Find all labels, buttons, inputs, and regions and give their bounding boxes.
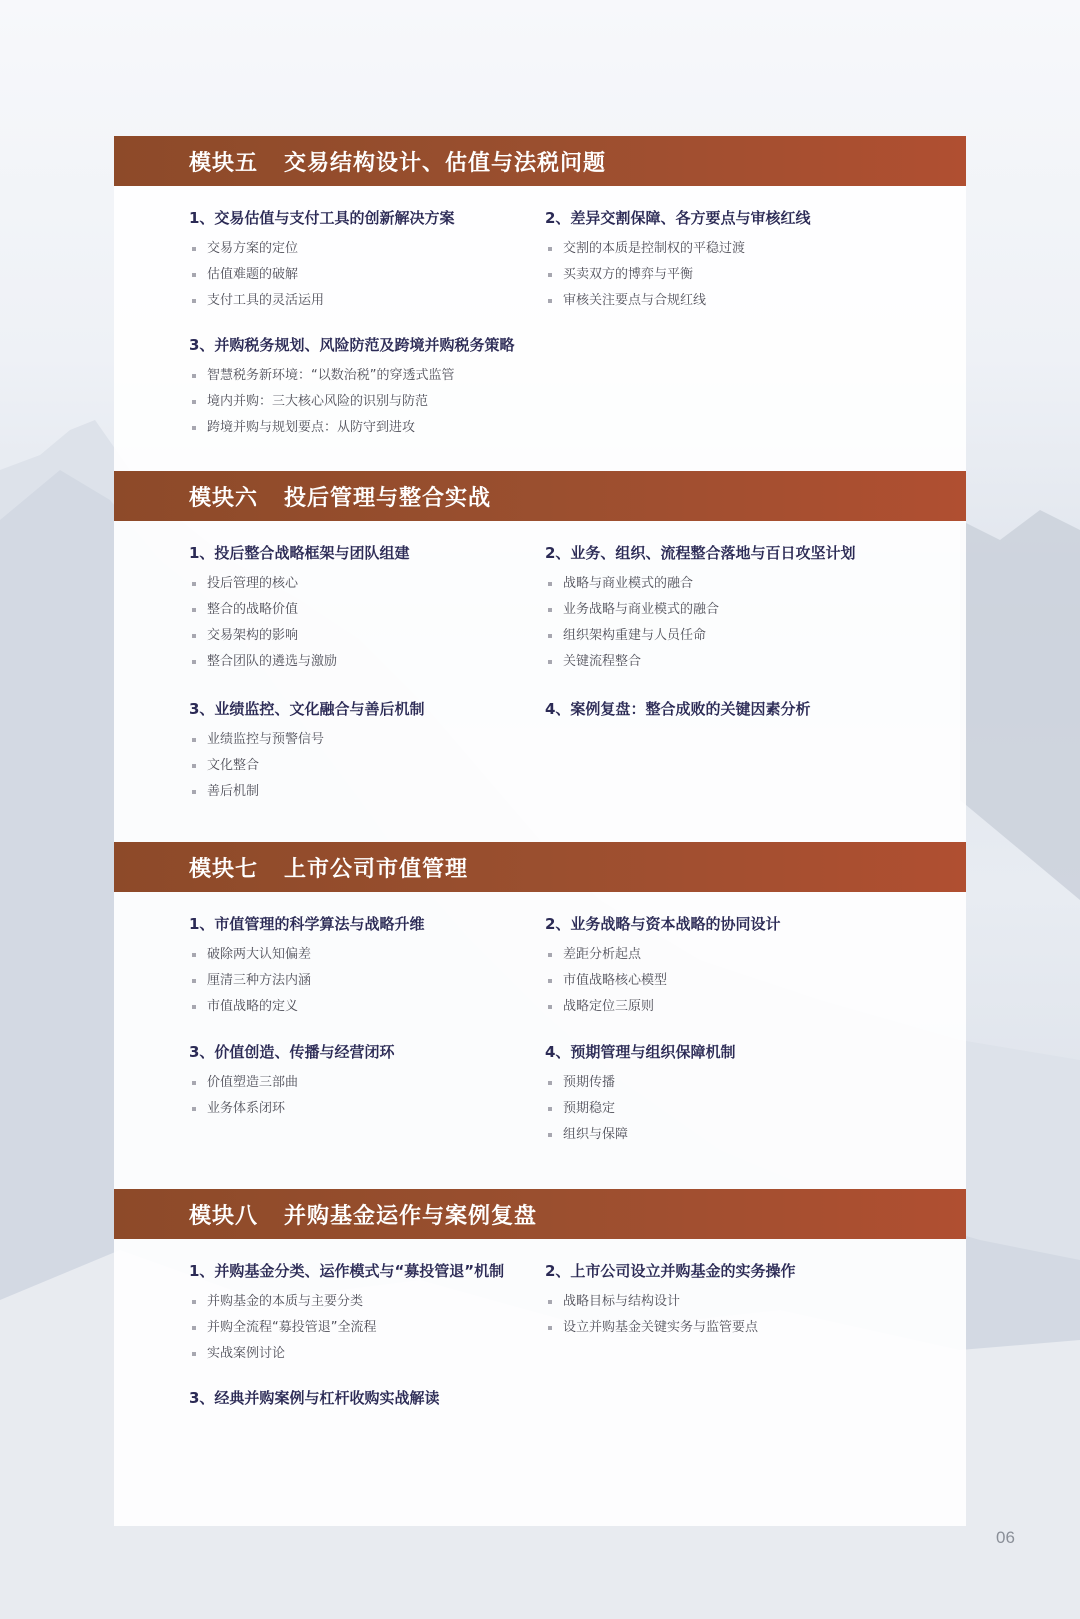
module-title: 模块七 上市公司市值管理 (189, 856, 468, 882)
bullet-icon (548, 953, 552, 957)
bullet-icon (192, 400, 196, 404)
section-2 (545, 208, 890, 314)
bullet-icon (192, 764, 196, 768)
list-item: 市值战略核心模型 (545, 968, 890, 994)
section-4 (545, 1042, 890, 1148)
bullet-icon (548, 1081, 552, 1085)
module-header (114, 842, 966, 892)
bullet-icon (548, 608, 552, 612)
module-title: 模块五 交易结构设计、估值与法税问题 (189, 150, 606, 176)
bullet-icon (192, 1326, 196, 1330)
list-item: 组织与保障 (545, 1122, 890, 1148)
bullet-icon (548, 979, 552, 983)
list-item: 设立并购基金关键实务与监管要点 (545, 1315, 890, 1341)
list-item: 组织架构重建与人员任命 (545, 623, 890, 649)
list-item: 战略与商业模式的融合 (545, 571, 890, 597)
section-title: 3、价值创造、传播与经营闭环 (189, 1043, 395, 1061)
list-item: 买卖双方的博弈与平衡 (545, 262, 890, 288)
bullet-icon (192, 582, 196, 586)
section-3 (189, 1388, 534, 1408)
module-header (114, 136, 966, 186)
bullet-icon (192, 1352, 196, 1356)
list-item: 破除两大认知偏差 (189, 942, 534, 968)
list-item: 业绩监控与预警信号 (189, 727, 534, 753)
section-title: 2、上市公司设立并购基金的实务操作 (545, 1262, 796, 1280)
section-title: 2、业务、组织、流程整合落地与百日攻坚计划 (545, 544, 856, 562)
list-item: 境内并购：三大核心风险的识别与防范 (189, 389, 589, 415)
module-6 (114, 471, 966, 841)
section-2 (545, 543, 890, 675)
section-title: 1、投后整合战略框架与团队组建 (189, 544, 410, 562)
page-number: 06 (996, 1528, 1015, 1547)
bullet-icon (192, 1081, 196, 1085)
list-item: 关键流程整合 (545, 649, 890, 675)
list-item: 交割的本质是控制权的平稳过渡 (545, 236, 890, 262)
module-5 (114, 136, 966, 476)
bullet-icon (192, 634, 196, 638)
list-item: 智慧税务新环境：“以数治税”的穿透式监管 (189, 363, 589, 389)
list-item: 支付工具的灵活运用 (189, 288, 534, 314)
bullet-icon (548, 1300, 552, 1304)
bullet-icon (192, 247, 196, 251)
bullet-icon (192, 1300, 196, 1304)
section-title: 1、市值管理的科学算法与战略升维 (189, 915, 425, 933)
module-header (114, 1189, 966, 1239)
bullet-icon (548, 582, 552, 586)
section-3 (189, 335, 589, 441)
list-item: 文化整合 (189, 753, 534, 779)
list-item: 战略目标与结构设计 (545, 1289, 890, 1315)
module-header (114, 471, 966, 521)
bullet-icon (192, 953, 196, 957)
bullet-icon (192, 1005, 196, 1009)
list-item: 善后机制 (189, 779, 534, 805)
bullet-icon (548, 1326, 552, 1330)
bullet-icon (192, 608, 196, 612)
list-item: 整合的战略价值 (189, 597, 534, 623)
list-item: 审核关注要点与合规红线 (545, 288, 890, 314)
list-item: 实战案例讨论 (189, 1341, 549, 1367)
bullet-icon (192, 374, 196, 378)
bullet-icon (548, 273, 552, 277)
section-title: 2、业务战略与资本战略的协同设计 (545, 915, 781, 933)
bullet-icon (548, 634, 552, 638)
module-7 (114, 842, 966, 1188)
section-4 (545, 699, 890, 719)
section-title: 3、并购税务规划、风险防范及跨境并购税务策略 (189, 336, 515, 354)
bullet-icon (548, 1005, 552, 1009)
bullet-icon (192, 979, 196, 983)
list-item: 差距分析起点 (545, 942, 890, 968)
list-item: 厘清三种方法内涵 (189, 968, 534, 994)
section-1 (189, 914, 534, 1020)
list-item: 市值战略的定义 (189, 994, 534, 1020)
module-title: 模块八 并购基金运作与案例复盘 (189, 1203, 537, 1229)
section-1 (189, 208, 534, 314)
module-title: 模块六 投后管理与整合实战 (189, 485, 491, 511)
section-3 (189, 699, 534, 805)
bullet-icon (548, 247, 552, 251)
section-title: 1、并购基金分类、运作模式与“募投管退”机制 (189, 1262, 505, 1280)
list-item: 并购全流程“募投管退”全流程 (189, 1315, 549, 1341)
bullet-icon (548, 1107, 552, 1111)
section-3 (189, 1042, 534, 1122)
section-title: 2、差异交割保障、各方要点与审核红线 (545, 209, 811, 227)
bullet-icon (192, 660, 196, 664)
bullet-icon (192, 738, 196, 742)
list-item: 战略定位三原则 (545, 994, 890, 1020)
section-2 (545, 914, 890, 1020)
section-title: 3、业绩监控、文化融合与善后机制 (189, 700, 425, 718)
list-item: 预期稳定 (545, 1096, 890, 1122)
list-item: 跨境并购与规划要点：从防守到进攻 (189, 415, 589, 441)
list-item: 预期传播 (545, 1070, 890, 1096)
list-item: 价值塑造三部曲 (189, 1070, 534, 1096)
list-item: 整合团队的遴选与激励 (189, 649, 534, 675)
bullet-icon (192, 426, 196, 430)
bullet-icon (548, 660, 552, 664)
list-item: 并购基金的本质与主要分类 (189, 1289, 549, 1315)
list-item: 投后管理的核心 (189, 571, 534, 597)
section-title: 3、经典并购案例与杠杆收购实战解读 (189, 1389, 440, 1407)
bullet-icon (548, 1133, 552, 1137)
list-item: 交易方案的定位 (189, 236, 534, 262)
bullet-icon (192, 299, 196, 303)
section-1 (189, 1261, 549, 1367)
section-title: 4、预期管理与组织保障机制 (545, 1043, 736, 1061)
bullet-icon (548, 299, 552, 303)
bullet-icon (192, 273, 196, 277)
list-item: 估值难题的破解 (189, 262, 534, 288)
section-1 (189, 543, 534, 675)
list-item: 交易架构的影响 (189, 623, 534, 649)
module-8 (114, 1189, 966, 1519)
section-title: 4、案例复盘：整合成败的关键因素分析 (545, 700, 811, 718)
bullet-icon (192, 790, 196, 794)
list-item: 业务战略与商业模式的融合 (545, 597, 890, 623)
section-2 (545, 1261, 890, 1341)
bullet-icon (192, 1107, 196, 1111)
list-item: 业务体系闭环 (189, 1096, 534, 1122)
section-title: 1、交易估值与支付工具的创新解决方案 (189, 209, 455, 227)
